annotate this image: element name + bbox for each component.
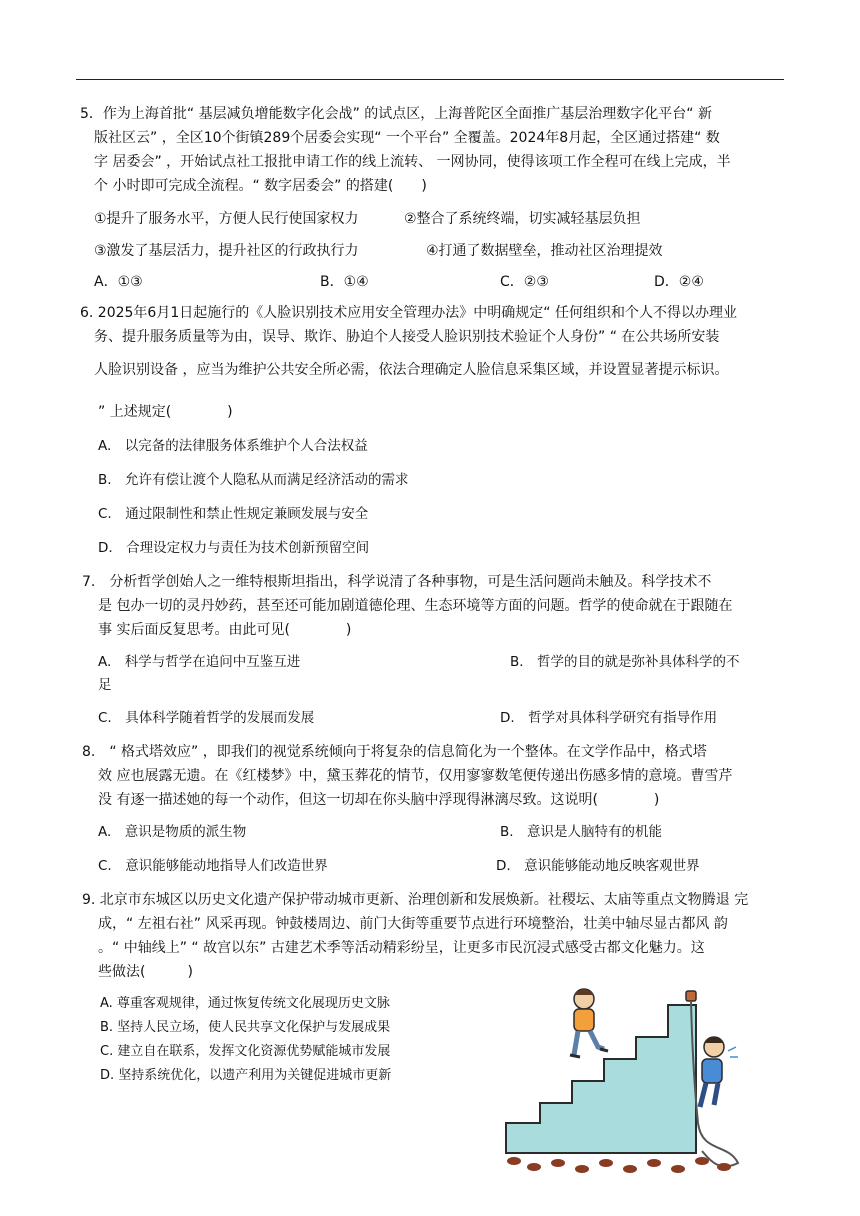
q8-line-1: 8. “ 格式塔效应” ，即我们的视觉系统倾向于将复杂的信息简化为一个整体。在文学作品中，格式塔 bbox=[82, 744, 707, 760]
q7-line-1: 7. 分析哲学创始人之一维特根斯坦指出，科学说清了各种事物，可是生活问题尚未触及。科学技术不 bbox=[82, 574, 712, 590]
q6-line-2: 务、提升服务质量等为由，误导、欺诈、胁迫个人接受人脸识别技术验证个人身份” “ 在公共场所安装 bbox=[94, 329, 720, 345]
q5-statement-4: ④打通了数据壁垒，推动社区治理提效 bbox=[426, 243, 663, 259]
q6-option-c[interactable]: C. 通过限制性和禁止性规定兼顾发展与安全 bbox=[98, 506, 369, 522]
stairs-illustration bbox=[488, 983, 760, 1183]
q6-option-b[interactable]: B. 允许有偿让渡个人隐私从而满足经济活动的需求 bbox=[98, 472, 409, 488]
q6-option-d[interactable]: D. 合理设定权力与责任为技术创新预留空间 bbox=[98, 540, 370, 556]
q8-option-d[interactable]: D. 意识能够能动地反映客观世界 bbox=[496, 858, 700, 874]
q5-choice-a[interactable]: A．①③ bbox=[94, 274, 143, 290]
q8-line-2: 效 应也展露无遗。在《红楼梦》中，黛玉葬花的情节，仅用寥寥数笔便传递出伤感多情的意境。曹雪芹 bbox=[98, 768, 733, 784]
stairs-illustration-svg bbox=[488, 983, 760, 1183]
q9-line-4: 些做法( ) bbox=[98, 964, 193, 980]
climbing-kid-rope bbox=[700, 1037, 738, 1107]
q9-option-c[interactable]: C. 建立自在联系，发挥文化资源优势赋能城市发展 bbox=[100, 1044, 391, 1059]
q7-option-b-wrap: 足 bbox=[98, 677, 112, 693]
header-rule bbox=[76, 79, 784, 80]
q5-line-2: 版社区云” ，全区10个街镇289个居委会实现“ 一个平台” 全覆盖。2024年8月起，全区通过搭建“ 数 bbox=[94, 130, 720, 146]
q8-line-3: 没 有逐一描述她的每一个动作，但这一切却在你头脑中浮现得淋漓尽致。这说明( ) bbox=[98, 792, 660, 808]
q7-option-c[interactable]: C. 具体科学随着哲学的发展而发展 bbox=[98, 710, 315, 726]
q7-line-3: 事 实后面反复思考。由此可见( ) bbox=[98, 622, 352, 638]
q7-line-2: 是 包办一切的灵丹妙药，甚至还可能加剧道德伦理、生态环境等方面的问题。哲学的使命就在于跟随在 bbox=[98, 598, 733, 614]
q5-line-3: 字 居委会” ，开始试点社工报批申请工作的线上流转、 一网协同，使得该项工作全程可在线上完成，半 bbox=[94, 154, 731, 170]
q5-line-1: 5．作为上海首批“ 基层减负增能数字化会战” 的试点区，上海普陀区全面推广基层治理数字化平台“ 新 bbox=[80, 106, 713, 122]
q6-option-a[interactable]: A. 以完备的法律服务体系维护个人合法权益 bbox=[98, 438, 368, 454]
q9-option-a[interactable]: A. 尊重客观规律，通过恢复传统文化展现历史文脉 bbox=[100, 996, 390, 1011]
q5-statement-1: ①提升了服务水平，方便人民行使国家权力 bbox=[94, 211, 359, 227]
q7-option-b[interactable]: B. 哲学的目的就是弥补具体科学的不 bbox=[510, 654, 740, 670]
climbing-kid-top bbox=[570, 989, 608, 1057]
q5-statement-2: ②整合了系统终端，切实减轻基层负担 bbox=[404, 211, 641, 227]
q9-line-2: 成，“ 左祖右社” 风采再现。钟鼓楼周边、前门大街等重要节点进行环境整治，壮美中轴尽显古都风 韵 bbox=[98, 916, 728, 932]
q6-line-3: 人脸识别设备 ，应当为维护公共安全所必需，依法合理确定人脸信息采集区域，并设置显著提示标识。 bbox=[94, 362, 729, 378]
q8-option-c[interactable]: C. 意识能够能动地指导人们改造世界 bbox=[98, 858, 328, 874]
q5-statement-3: ③激发了基层活力，提升社区的行政执行力 bbox=[94, 243, 359, 259]
q9-option-b[interactable]: B. 坚持人民立场，使人民共享文化保护与发展成果 bbox=[100, 1020, 391, 1035]
q7-option-d[interactable]: D. 哲学对具体科学研究有指导作用 bbox=[500, 710, 718, 726]
q6-line-1: 6. 2025年6月1日起施行的《人脸识别技术应用安全管理办法》中明确规定“ 任何组织和个人不得以办理业 bbox=[80, 305, 737, 321]
rope-post bbox=[686, 991, 696, 1001]
q9-line-1: 9. 北京市东城区以历史文化遗产保护带动城市更新、治理创新和发展焕新。社稷坛、太庙等重点文物腾退 完 bbox=[82, 892, 749, 908]
q6-line-4: ” 上述规定( ) bbox=[98, 404, 233, 420]
q7-option-a[interactable]: A. 科学与哲学在追问中互鉴互进 bbox=[98, 654, 301, 670]
footprints bbox=[507, 1157, 731, 1173]
q9-line-3: 。“ 中轴线上” “ 故宫以东” 古建艺术季等活动精彩纷呈，让更多市民沉浸式感受古都文化魅力。这 bbox=[98, 940, 705, 956]
q5-choice-c[interactable]: C．②③ bbox=[500, 274, 549, 290]
q5-line-4: 个 小时即可完成全流程。“ 数字居委会” 的搭建( ) bbox=[94, 178, 427, 194]
q8-option-a[interactable]: A. 意识是物质的派生物 bbox=[98, 824, 247, 840]
stairs-shape bbox=[506, 1005, 696, 1153]
q5-choice-d[interactable]: D．②④ bbox=[654, 274, 704, 290]
q9-option-d[interactable]: D. 坚持系统优化，以遗产利用为关键促进城市更新 bbox=[100, 1068, 392, 1083]
q5-choice-b[interactable]: B．①④ bbox=[320, 274, 369, 290]
q8-option-b[interactable]: B. 意识是人脑特有的机能 bbox=[500, 824, 663, 840]
